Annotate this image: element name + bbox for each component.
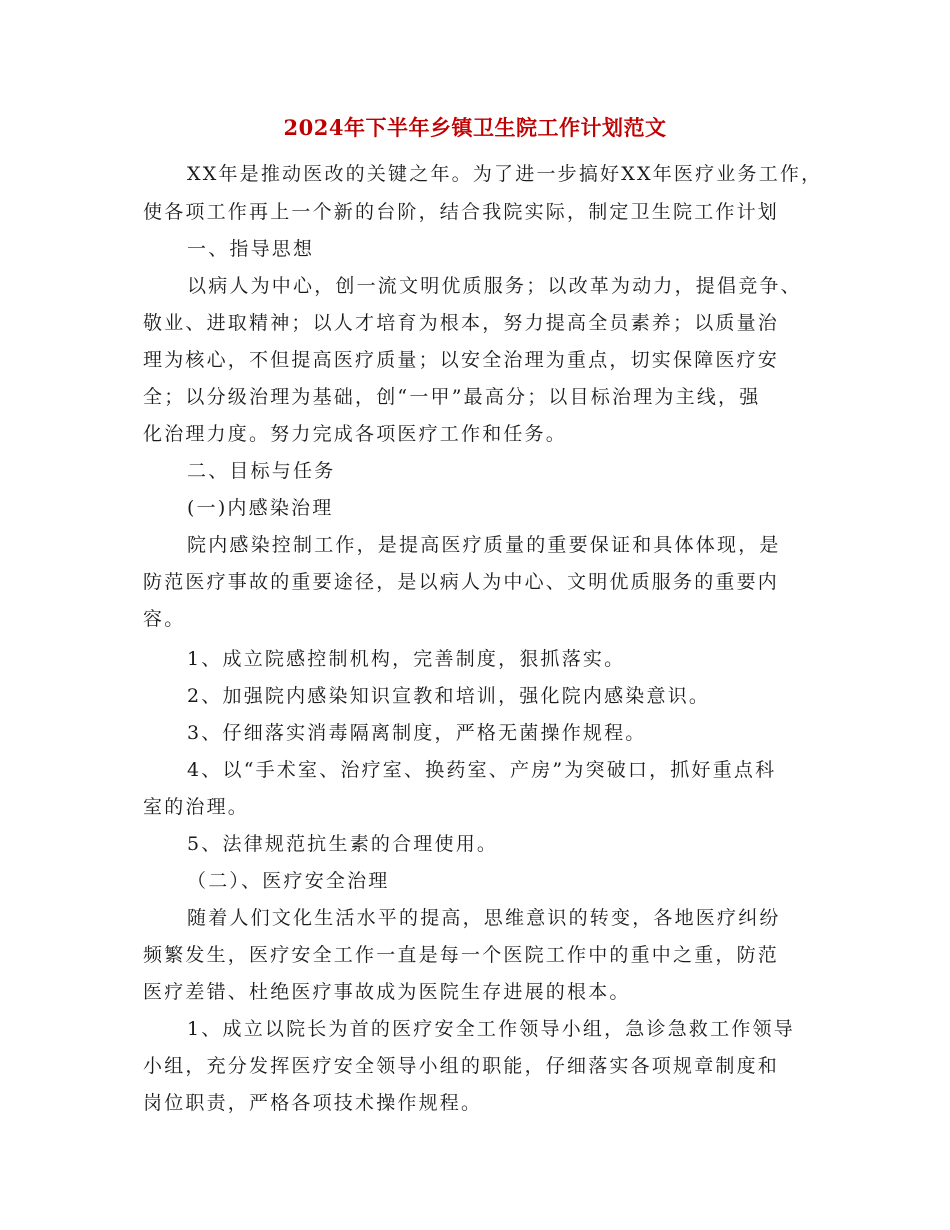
paragraph-line: 理为核心，不但提高医疗质量；以安全治理为重点，切实保障医疗安	[143, 349, 780, 371]
document-title: 2024年下半年乡镇卫生院工作计划范文	[283, 115, 667, 140]
list-item-continuation: 岗位职责，严格各项技术操作规程。	[143, 1092, 483, 1114]
list-item: 3、仔细落实消毒隔离制度，严格无菌操作规程。	[187, 722, 647, 744]
paragraph-line: 防范医疗事故的重要途径，是以病人为中心、文明优质服务的重要内	[143, 571, 780, 593]
paragraph-line: 以病人为中心，创一流文明优质服务；以改革为动力，提倡竞争、	[187, 275, 802, 297]
paragraph-line: XX年是推动医改的关键之年。为了进一步搞好XX年医疗业务工作，	[187, 163, 823, 185]
list-item: 5、法律规范抗生素的合理使用。	[187, 833, 499, 855]
list-item: 1、成立院感控制机构，完善制度，狠抓落实。	[187, 648, 626, 670]
paragraph-line: 随着人们文化生活水平的提高，思维意识的转变，各地医疗纠纷	[187, 907, 781, 929]
paragraph-line: 容。	[143, 608, 186, 630]
section-heading: 一、指导思想	[187, 238, 315, 260]
list-item: 2、加强院内感染知识宣教和培训，强化院内感染意识。	[187, 685, 711, 707]
list-item-continuation: 小组，充分发挥医疗安全领导小组的职能，仔细落实各项规章制度和	[143, 1055, 780, 1077]
subsection-heading: (一)内感染治理	[187, 497, 334, 519]
list-item: 4、以“手术室、治疗室、换药室、产房”为突破口，抓好重点科	[187, 759, 777, 781]
subsection-heading: （二）、医疗安全治理	[187, 870, 390, 892]
list-item-continuation: 室的治理。	[143, 796, 250, 818]
paragraph-line: 化治理力度。努力完成各项医疗工作和任务。	[143, 423, 568, 445]
paragraph-line: 敬业、进取精神；以人才培育为根本，努力提高全员素养；以质量治	[143, 312, 780, 334]
section-heading: 二、目标与任务	[187, 460, 336, 482]
paragraph-line: 全；以分级治理为基础，创“一甲”最高分；以目标治理为主线，强	[143, 386, 761, 408]
paragraph-line: 院内感染控制工作，是提高医疗质量的重要保证和具体体现，是	[187, 534, 781, 556]
paragraph-line: 使各项工作再上一个新的台阶，结合我院实际，制定卫生院工作计划	[143, 201, 780, 223]
list-item: 1、成立以院长为首的医疗安全工作领导小组，急诊急救工作领导	[187, 1018, 795, 1040]
paragraph-line: 医疗差错、杜绝医疗事故成为医院生存进展的根本。	[143, 981, 631, 1003]
paragraph-line: 频繁发生，医疗安全工作一直是每一个医院工作中的重中之重，防范	[143, 944, 780, 966]
